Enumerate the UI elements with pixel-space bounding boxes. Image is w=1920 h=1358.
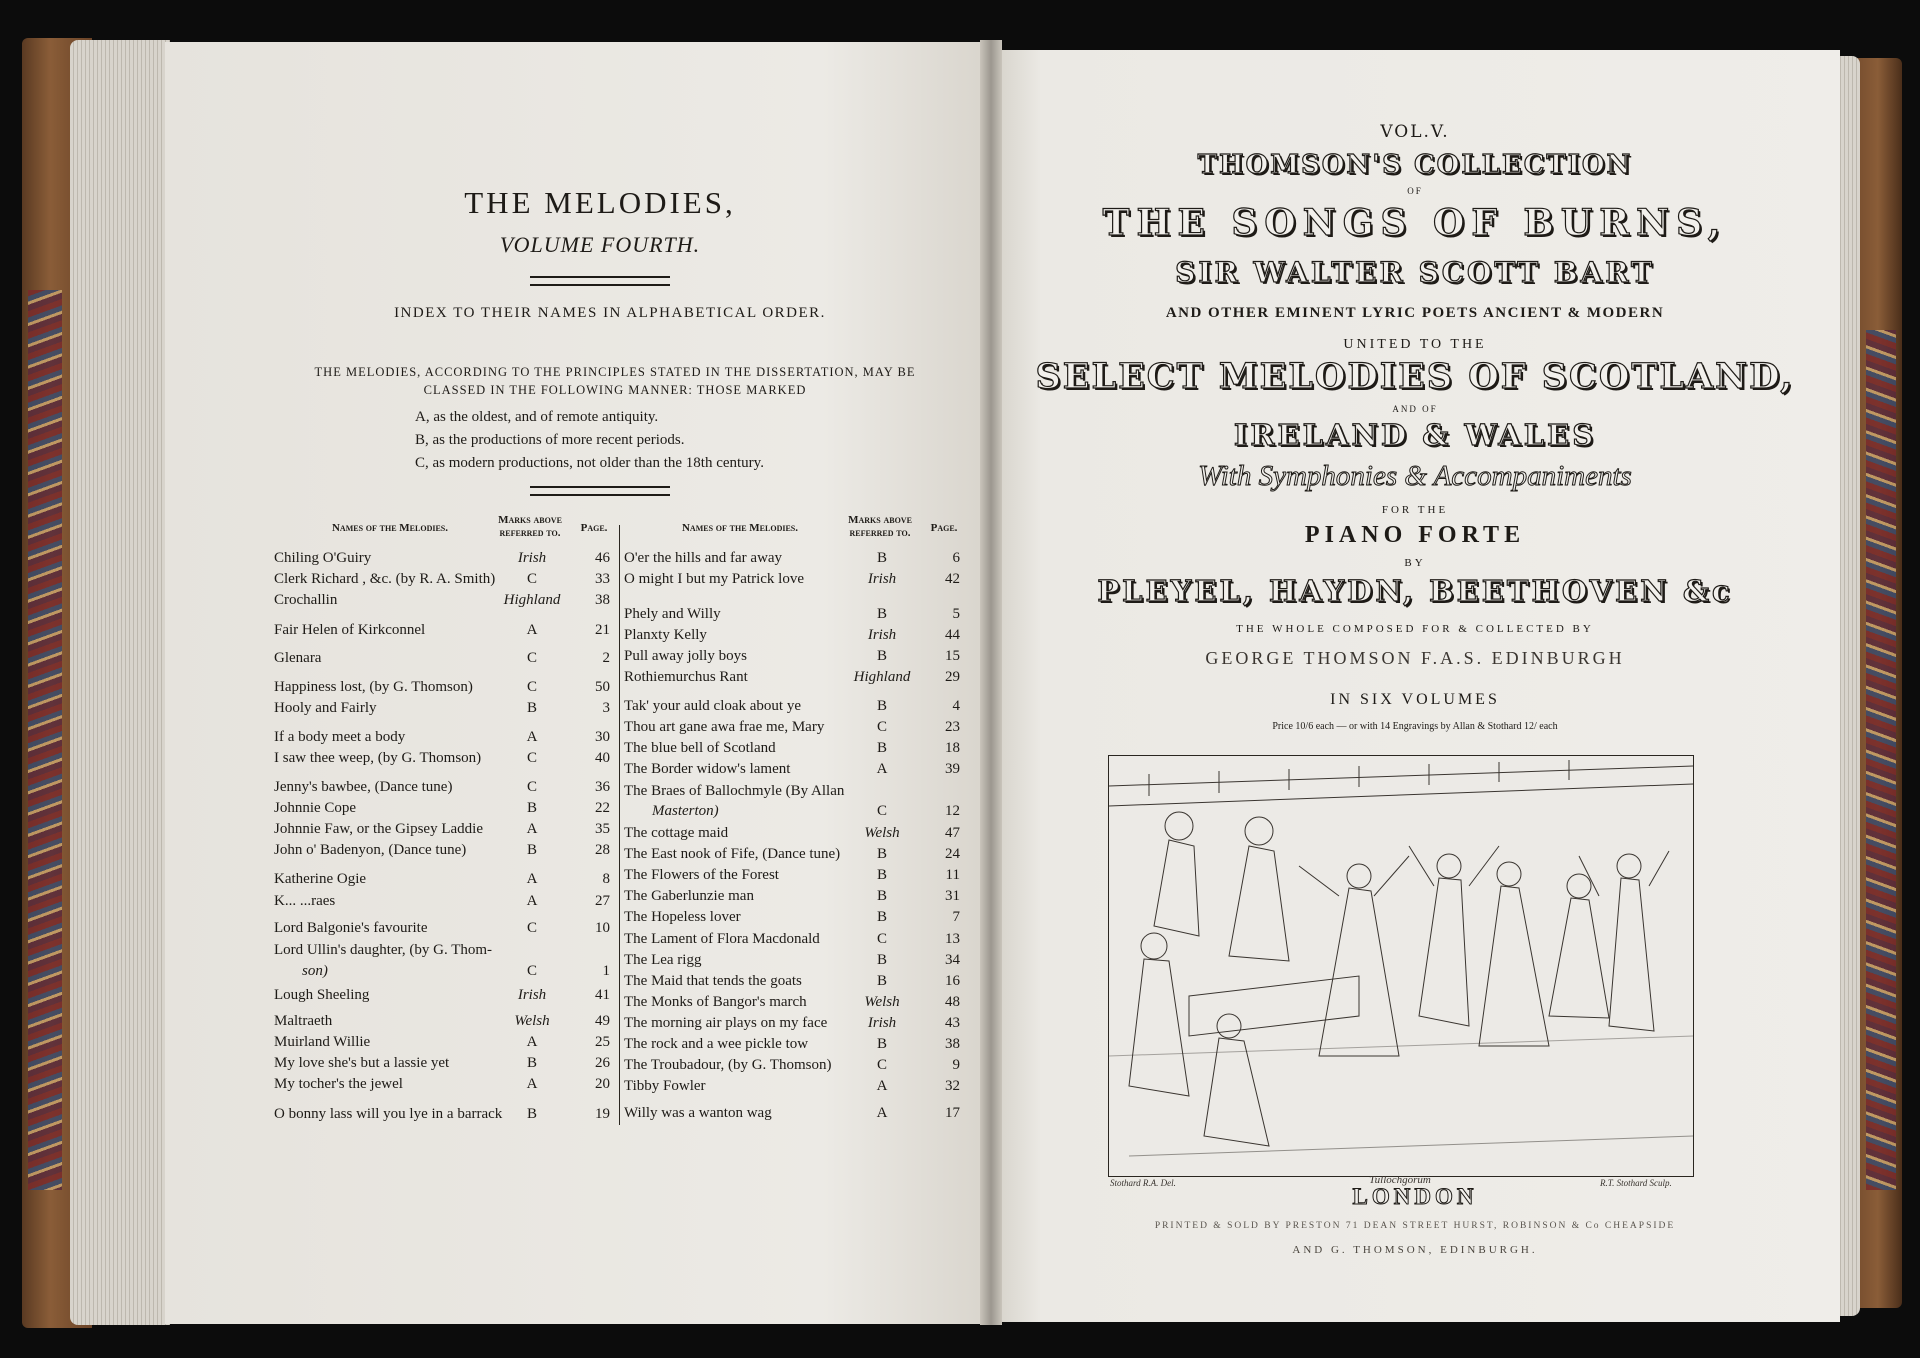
melody-mark: A bbox=[876, 761, 888, 777]
melody-page: 41 bbox=[595, 987, 610, 1003]
index-row bbox=[274, 1104, 614, 1124]
column-header-names: Names of the Melodies. bbox=[681, 522, 798, 534]
index-row bbox=[624, 865, 964, 885]
index-row bbox=[274, 648, 614, 668]
melody-page: 9 bbox=[952, 1057, 960, 1073]
index-row bbox=[624, 801, 964, 821]
melody-name: Willy was a wanton wag bbox=[624, 1105, 772, 1121]
melody-name: Planxty Kelly bbox=[624, 627, 707, 643]
melody-name: Tak' your auld cloak about ye bbox=[624, 698, 802, 714]
index-row bbox=[624, 696, 964, 716]
index-row bbox=[274, 1074, 614, 1094]
column-divider bbox=[619, 525, 620, 1125]
melody-page: 24 bbox=[945, 846, 960, 862]
melody-name: Muirland Willie bbox=[274, 1034, 371, 1050]
melody-mark: Welsh bbox=[864, 825, 900, 841]
melody-page: 34 bbox=[945, 952, 960, 968]
melody-name: O might I but my Patrick love bbox=[624, 571, 804, 587]
melody-name: Chiling O'Guiry bbox=[274, 550, 372, 566]
and-thomson-line: AND G. THOMSON, EDINBURGH. bbox=[1292, 1244, 1538, 1256]
melody-mark: Welsh bbox=[514, 1013, 550, 1029]
index-row bbox=[624, 717, 964, 737]
melody-page: 28 bbox=[595, 842, 610, 858]
collection-title: THOMSON'S COLLECTION bbox=[1197, 150, 1633, 180]
index-row bbox=[624, 738, 964, 758]
index-row bbox=[624, 929, 964, 949]
melody-name: The Lea rigg bbox=[624, 952, 702, 968]
index-row bbox=[624, 886, 964, 906]
intro-line: CLASSED IN THE FOLLOWING MANNER: THOSE MARKED bbox=[423, 383, 807, 397]
melody-page: 2 bbox=[602, 650, 610, 666]
index-row bbox=[274, 548, 614, 568]
melody-page: 25 bbox=[595, 1034, 610, 1050]
melody-name: The Lament of Flora Macdonald bbox=[624, 931, 820, 947]
melody-name: Lough Sheeling bbox=[274, 987, 370, 1003]
melody-mark: B bbox=[526, 842, 537, 858]
index-row bbox=[624, 992, 964, 1012]
melody-page: 47 bbox=[945, 825, 960, 841]
melody-name: My love she's but a lassie yet bbox=[274, 1055, 450, 1071]
melody-page: 1 bbox=[602, 963, 610, 979]
index-row bbox=[274, 985, 614, 1005]
index-row bbox=[624, 604, 964, 624]
melody-name: I saw thee weep, (by G. Thomson) bbox=[274, 750, 482, 766]
melody-mark: C bbox=[526, 571, 537, 587]
melody-name: K... ...raes bbox=[274, 893, 336, 909]
melody-name: Lord Balgonie's favourite bbox=[274, 920, 428, 936]
melody-page: 31 bbox=[945, 888, 960, 904]
index-row bbox=[274, 590, 614, 610]
whole-composed-line: THE WHOLE COMPOSED FOR & COLLECTED BY bbox=[1236, 623, 1594, 635]
melody-name: The cottage maid bbox=[624, 825, 729, 841]
melody-mark: C bbox=[526, 750, 537, 766]
index-row bbox=[624, 823, 964, 843]
melody-page: 17 bbox=[945, 1105, 960, 1121]
melody-page: 50 bbox=[595, 679, 610, 695]
melody-page: 32 bbox=[945, 1078, 960, 1094]
melody-name: Tibby Fowler bbox=[624, 1078, 706, 1094]
melody-name: Johnnie Cope bbox=[274, 800, 357, 816]
melody-name: O'er the hills and far away bbox=[624, 550, 783, 566]
index-row bbox=[274, 1053, 614, 1073]
melody-mark: B bbox=[876, 846, 887, 862]
melody-name: The Troubadour, (by G. Thomson) bbox=[624, 1057, 832, 1073]
melody-name: John o' Badenyon, (Dance tune) bbox=[274, 842, 467, 858]
melody-name: The Monks of Bangor's march bbox=[624, 994, 807, 1010]
melody-name: son) bbox=[302, 963, 328, 979]
mark-definition: B, as the productions of more recent periods. bbox=[415, 432, 685, 448]
index-row bbox=[274, 777, 614, 797]
melody-page: 26 bbox=[595, 1055, 610, 1071]
melody-name: The Maid that tends the goats bbox=[624, 973, 802, 989]
symphonies-line: With Symphonies & Accompaniments bbox=[1198, 460, 1632, 492]
index-row bbox=[624, 759, 964, 779]
melody-mark: Welsh bbox=[864, 994, 900, 1010]
index-row bbox=[624, 907, 964, 927]
column-header-marks: Marks above referred to. bbox=[848, 514, 912, 539]
index-row bbox=[274, 840, 614, 860]
melody-mark: B bbox=[526, 800, 537, 816]
melody-mark: C bbox=[526, 963, 537, 979]
index-row bbox=[624, 971, 964, 991]
melody-mark: A bbox=[526, 729, 538, 745]
index-row bbox=[274, 677, 614, 697]
melody-mark: A bbox=[526, 871, 538, 887]
melody-page: 43 bbox=[945, 1015, 960, 1031]
melody-mark: Irish bbox=[867, 627, 897, 643]
melody-mark: C bbox=[526, 679, 537, 695]
melody-mark: B bbox=[876, 973, 887, 989]
page-edges-left bbox=[70, 40, 170, 1325]
melody-page: 19 bbox=[595, 1106, 610, 1122]
index-row bbox=[624, 646, 964, 666]
marbled-board-left bbox=[28, 290, 62, 1190]
melody-mark: C bbox=[876, 803, 887, 819]
melody-mark: B bbox=[526, 1055, 537, 1071]
melody-mark: A bbox=[526, 1076, 538, 1092]
melody-mark: B bbox=[876, 867, 887, 883]
for-the-label: FOR THE bbox=[1381, 504, 1449, 516]
melody-mark: A bbox=[526, 622, 538, 638]
united-line: UNITED TO THE bbox=[1343, 337, 1487, 352]
melody-name: Thou art gane awa frae me, Mary bbox=[624, 719, 825, 735]
melody-mark: B bbox=[876, 698, 887, 714]
melody-name: Katherine Ogie bbox=[274, 871, 367, 887]
melody-name: The Border widow's lament bbox=[624, 761, 791, 777]
melody-page: 29 bbox=[945, 669, 960, 685]
melody-mark: Irish bbox=[517, 987, 547, 1003]
melody-mark: B bbox=[876, 1036, 887, 1052]
marks-legend bbox=[415, 406, 875, 475]
melody-name: The East nook of Fife, (Dance tune) bbox=[624, 846, 841, 862]
index-row bbox=[274, 961, 614, 981]
melody-name: The blue bell of Scotland bbox=[624, 740, 776, 756]
intro-paragraph bbox=[270, 363, 960, 399]
column-header-names: Names of the Melodies. bbox=[331, 522, 448, 534]
melody-mark: A bbox=[526, 893, 538, 909]
index-row bbox=[624, 844, 964, 864]
column-header-page: Page. bbox=[580, 522, 608, 534]
george-thomson-line: GEORGE THOMSON F.A.S. EDINBURGH bbox=[1205, 648, 1625, 668]
songs-of-burns: THE SONGS OF BURNS, bbox=[1102, 202, 1728, 244]
melody-name: Masterton) bbox=[652, 803, 719, 819]
melody-page: 36 bbox=[595, 779, 610, 795]
melody-mark: C bbox=[876, 1057, 887, 1073]
melody-name: Glenara bbox=[274, 650, 322, 666]
index-row bbox=[624, 548, 964, 568]
melody-page: 4 bbox=[952, 698, 960, 714]
melody-name: The Flowers of the Forest bbox=[624, 867, 779, 883]
melody-mark: B bbox=[876, 888, 887, 904]
column-header-marks: Marks above referred to. bbox=[498, 514, 562, 539]
index-row bbox=[624, 1055, 964, 1075]
engraving-title: Tullochgorum bbox=[1369, 1174, 1431, 1186]
double-rule bbox=[530, 276, 670, 286]
melody-mark: B bbox=[876, 909, 887, 925]
melody-mark: Irish bbox=[867, 1015, 897, 1031]
scott-line: SIR WALTER SCOTT BART bbox=[1175, 256, 1655, 289]
melody-mark: C bbox=[526, 920, 537, 936]
melody-page: 38 bbox=[595, 592, 610, 608]
melody-page: 38 bbox=[945, 1036, 960, 1052]
melody-name: Phely and Willy bbox=[624, 606, 721, 622]
index-row bbox=[274, 569, 614, 589]
index-row bbox=[274, 620, 614, 640]
melody-name: The Gaberlunzie man bbox=[624, 888, 754, 904]
index-row bbox=[624, 1034, 964, 1054]
printed-line: PRINTED & SOLD BY PRESTON 71 DEAN STREET HURST, ROBINSON & Co CHEAPSIDE bbox=[1154, 1221, 1676, 1231]
melody-page: 7 bbox=[952, 909, 960, 925]
mark-definition: A, as the oldest, and of remote antiquity. bbox=[415, 409, 659, 425]
index-row bbox=[624, 1076, 964, 1096]
melody-page: 30 bbox=[595, 729, 610, 745]
index-row bbox=[274, 869, 614, 889]
melody-page: 40 bbox=[595, 750, 610, 766]
melody-mark: Irish bbox=[517, 550, 547, 566]
engraving-illustration bbox=[1108, 755, 1694, 1177]
index-row bbox=[274, 940, 614, 960]
melody-page: 35 bbox=[595, 821, 610, 837]
melody-name: Fair Helen of Kirkconnel bbox=[274, 622, 426, 638]
index-row bbox=[274, 727, 614, 747]
index-row bbox=[624, 1103, 964, 1123]
london-label: LONDON bbox=[1352, 1184, 1478, 1209]
of-label: OF bbox=[1407, 186, 1423, 196]
melody-page: 49 bbox=[595, 1013, 610, 1029]
melody-mark: B bbox=[526, 700, 537, 716]
column-header-page: Page. bbox=[930, 522, 958, 534]
index-row bbox=[624, 1013, 964, 1033]
melody-name: Jenny's bawbee, (Dance tune) bbox=[274, 779, 453, 795]
index-row bbox=[274, 748, 614, 768]
melody-name: Rothiemurchus Rant bbox=[624, 669, 748, 685]
price-line: Price 10/6 each — or with 14 Engravings by Allan & Stothard 12/ each bbox=[1272, 721, 1558, 732]
melody-name: The morning air plays on my face bbox=[624, 1015, 828, 1031]
dance-scene-engraving bbox=[1109, 756, 1693, 1176]
melody-name: The Hopeless lover bbox=[624, 909, 741, 925]
melody-page: 46 bbox=[595, 550, 610, 566]
index-row bbox=[274, 918, 614, 938]
composers-line: PLEYEL, HAYDN, BEETHOVEN &c bbox=[1097, 574, 1733, 608]
melody-page: 16 bbox=[945, 973, 960, 989]
melody-mark: B bbox=[526, 1106, 537, 1122]
index-row bbox=[274, 891, 614, 911]
melody-mark: B bbox=[876, 952, 887, 968]
melody-name: Maltraeth bbox=[274, 1013, 333, 1029]
by-label: BY bbox=[1404, 557, 1426, 569]
melody-name: The Braes of Ballochmyle (By Allan bbox=[624, 783, 845, 799]
melody-page: 8 bbox=[602, 871, 610, 887]
melody-mark: A bbox=[526, 821, 538, 837]
page-title: THE MELODIES, bbox=[464, 185, 736, 220]
melody-page: 12 bbox=[945, 803, 960, 819]
select-melodies: SELECT MELODIES OF SCOTLAND, bbox=[1035, 356, 1795, 397]
melody-mark: B bbox=[876, 740, 887, 756]
melody-page: 6 bbox=[952, 550, 960, 566]
index-row bbox=[624, 667, 964, 687]
melody-mark: C bbox=[526, 650, 537, 666]
melody-name: O bonny lass will you lye in a barrack bbox=[274, 1106, 503, 1122]
melody-page: 39 bbox=[945, 761, 960, 777]
melody-name: Clerk Richard , &c. (by R. A. Smith) bbox=[274, 571, 496, 587]
melody-name: The rock and a wee pickle tow bbox=[624, 1036, 809, 1052]
melody-name: Pull away jolly boys bbox=[624, 648, 747, 664]
index-row bbox=[274, 798, 614, 818]
melody-mark: B bbox=[876, 550, 887, 566]
melody-mark: B bbox=[876, 648, 887, 664]
melody-page: 23 bbox=[945, 719, 960, 735]
melody-page: 11 bbox=[945, 867, 960, 883]
marbled-board-right bbox=[1866, 330, 1896, 1190]
intro-line: THE MELODIES, ACCORDING TO THE PRINCIPLES STATED IN THE DISSERTATION, MAY BE bbox=[314, 365, 916, 379]
index-row bbox=[624, 950, 964, 970]
melody-page: 27 bbox=[595, 893, 610, 909]
melody-page: 20 bbox=[595, 1076, 610, 1092]
melody-name: Lord Ullin's daughter, (by G. Thom- bbox=[274, 942, 493, 958]
melody-name: Johnnie Faw, or the Gipsey Laddie bbox=[274, 821, 483, 837]
melody-page: 5 bbox=[952, 606, 960, 622]
index-row bbox=[274, 1032, 614, 1052]
melody-page: 3 bbox=[602, 700, 610, 716]
melody-name: Happiness lost, (by G. Thomson) bbox=[274, 679, 473, 695]
volume-label: VOL.V. bbox=[1380, 122, 1450, 142]
melody-name: If a body meet a body bbox=[274, 729, 406, 745]
melody-mark: A bbox=[876, 1105, 888, 1121]
melody-page: 10 bbox=[595, 920, 610, 936]
melody-mark: A bbox=[876, 1078, 888, 1094]
melody-mark: Irish bbox=[867, 571, 897, 587]
melody-mark: C bbox=[876, 719, 887, 735]
melody-page: 42 bbox=[945, 571, 960, 587]
melody-mark: C bbox=[526, 779, 537, 795]
poets-line: AND OTHER EMINENT LYRIC POETS ANCIENT & MODERN bbox=[1165, 305, 1665, 321]
index-row bbox=[274, 1011, 614, 1031]
melody-page: 18 bbox=[945, 740, 960, 756]
melody-page: 15 bbox=[945, 648, 960, 664]
index-row bbox=[624, 781, 964, 801]
melody-mark: B bbox=[876, 606, 887, 622]
melody-name: My tocher's the jewel bbox=[274, 1076, 403, 1092]
index-row bbox=[624, 625, 964, 645]
six-volumes-line: IN SIX VOLUMES bbox=[1330, 691, 1500, 708]
melody-mark: A bbox=[526, 1034, 538, 1050]
piano-forte: PIANO FORTE bbox=[1304, 522, 1526, 548]
double-rule bbox=[530, 486, 670, 496]
page-subtitle: VOLUME FOURTH. bbox=[499, 232, 701, 257]
engraving-credit-right: R.T. Stothard Sculp. bbox=[1600, 1178, 1672, 1188]
melody-page: 44 bbox=[945, 627, 960, 643]
engraving-credit-left: Stothard R.A. Del. bbox=[1110, 1178, 1176, 1188]
melody-page: 21 bbox=[595, 622, 610, 638]
and-of-label: AND OF bbox=[1392, 404, 1438, 414]
melody-page: 13 bbox=[945, 931, 960, 947]
mark-definition: C, as modern productions, not older than the 18th century. bbox=[415, 455, 764, 471]
melody-page: 22 bbox=[595, 800, 610, 816]
melody-name: Hooly and Fairly bbox=[274, 700, 377, 716]
index-heading: INDEX TO THEIR NAMES IN ALPHABETICAL ORDER. bbox=[394, 305, 826, 321]
melody-page: 48 bbox=[945, 994, 960, 1010]
melody-mark: Highland bbox=[503, 592, 561, 608]
melody-mark: Highland bbox=[853, 669, 911, 685]
melody-mark: C bbox=[876, 931, 887, 947]
index-row bbox=[624, 569, 964, 589]
index-row bbox=[274, 698, 614, 718]
melody-name: Crochallin bbox=[274, 592, 338, 608]
ireland-wales: IRELAND & WALES bbox=[1233, 418, 1597, 452]
melody-page: 33 bbox=[595, 571, 610, 587]
index-row bbox=[274, 819, 614, 839]
